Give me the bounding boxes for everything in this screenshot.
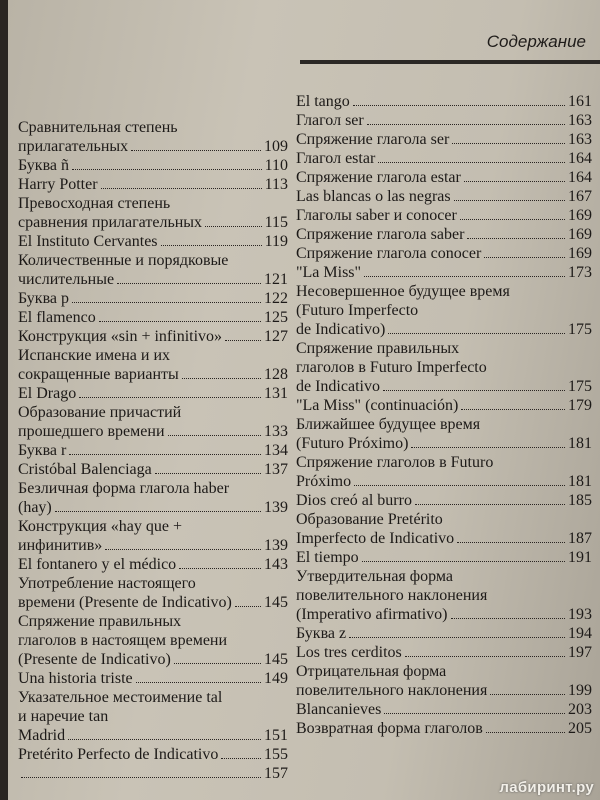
toc-entry (296, 244, 592, 263)
toc-entry-title: сравнения прилагательных (18, 214, 203, 231)
toc-entry-title: Возвратная форма глаголов (296, 720, 483, 737)
toc-entry-title: Буква z (296, 625, 347, 642)
dot-leader (367, 124, 565, 125)
dot-leader (490, 694, 565, 695)
toc-entry-line: Указательное местоимение tal (18, 689, 223, 706)
dot-leader (205, 226, 262, 227)
toc-entry-last-line (296, 187, 592, 206)
toc-entry-line: Количественные и порядковые (18, 252, 229, 269)
toc-entry-last-line (18, 669, 288, 688)
dot-leader (388, 333, 565, 334)
toc-entry-last-line (18, 365, 288, 384)
toc-entry-line: Спряжение глаголов в Futuro (296, 454, 494, 471)
dot-leader (411, 447, 565, 448)
page-number: 121 (264, 271, 288, 288)
toc-entry-line: (Futuro Imperfecto (296, 302, 419, 319)
dot-leader (354, 485, 565, 486)
toc-entry-last-line (296, 643, 592, 662)
page-number: 185 (568, 492, 592, 509)
dot-leader (79, 397, 261, 398)
page-number: 115 (264, 214, 288, 231)
page-number: 139 (264, 499, 288, 516)
toc-entry (18, 194, 288, 232)
page-number: 197 (568, 644, 592, 661)
toc-entry (18, 327, 288, 346)
dot-leader (464, 181, 565, 182)
toc-entry-last-line (296, 168, 592, 187)
toc-entry-last-line (18, 441, 288, 460)
dot-leader (221, 758, 261, 759)
page-number: 173 (568, 264, 592, 281)
dot-leader (182, 378, 261, 379)
toc-entry-last-line (296, 624, 592, 643)
toc-left-column (18, 118, 288, 783)
toc-entry-last-line (296, 681, 592, 700)
page-number: 134 (264, 442, 288, 459)
page-number: 149 (264, 670, 288, 687)
toc-entry-title: сокращенные варианты (18, 366, 179, 383)
page-number: 163 (568, 112, 592, 129)
toc-entry-title: (Imperativo afirmativo) (296, 606, 448, 623)
dot-leader (364, 276, 565, 277)
page-number: 193 (568, 606, 592, 623)
toc-entry-last-line (18, 156, 288, 175)
toc-entry-title: Pretérito Perfecto de Indicativo (18, 746, 219, 763)
dot-leader (384, 713, 565, 714)
header-title: Содержание (486, 32, 586, 51)
toc-entry-line: глаголов в Futuro Imperfecto (296, 359, 487, 376)
dot-leader (451, 618, 566, 619)
toc-entry (296, 396, 592, 415)
toc-entry (296, 149, 592, 168)
toc-entry-title: Буква p (18, 290, 70, 307)
toc-entry-last-line (18, 327, 288, 346)
toc-entry-line: Образование Pretérito (296, 511, 443, 528)
toc-entry-title: Las blancas o las negras (296, 188, 451, 205)
page-number: 167 (568, 188, 592, 205)
dot-leader (69, 454, 261, 455)
toc-entry-last-line (296, 529, 592, 548)
page-number: 157 (264, 765, 288, 782)
toc-entry-last-line (18, 498, 288, 517)
page-number: 109 (264, 138, 288, 155)
page-number: 199 (568, 682, 592, 699)
toc-entry (296, 662, 592, 700)
page-number: 169 (568, 245, 592, 262)
toc-entry-title: и наречие tan (18, 708, 109, 725)
toc-entry-title: El flamenco (18, 309, 96, 326)
toc-entry-last-line (18, 137, 288, 156)
toc-entry-title: El tiempo (296, 549, 359, 566)
toc-entry-title: El Drago (18, 385, 77, 402)
page-number: 133 (264, 423, 288, 440)
toc-entry (18, 688, 288, 726)
toc-entry (296, 510, 592, 548)
page-number: 113 (264, 176, 288, 193)
page-number: 137 (264, 461, 288, 478)
dot-leader (68, 739, 261, 740)
toc-entry (18, 764, 288, 783)
toc-entry (296, 719, 592, 738)
toc-entry-last-line (296, 320, 592, 339)
dot-leader (161, 245, 262, 246)
dot-leader (99, 321, 261, 322)
dot-leader (415, 504, 565, 505)
toc-entry-title: Cristóbal Balenciaga (18, 461, 152, 478)
page-number: 127 (264, 328, 288, 345)
toc-entry-title: прилагательных (18, 138, 129, 155)
toc-entry-title: (Futuro Próximo) (296, 435, 409, 452)
toc-entry-title: Imperfecto de Indicativo (296, 530, 455, 547)
dot-leader (168, 435, 261, 436)
toc-entry-title: Blancanieves (296, 701, 382, 718)
toc-entry (18, 745, 288, 764)
toc-entry-title: El tango (296, 93, 350, 110)
toc-entry-title: (Presente de Indicativo) (18, 651, 171, 668)
page-number: 151 (264, 727, 288, 744)
toc-entry-last-line (296, 149, 592, 168)
toc-entry-title: Глаголы saber и conocer (296, 207, 457, 224)
dot-leader (101, 188, 262, 189)
toc-entry-line: повелительного наклонения (296, 587, 488, 604)
toc-entry-line: Превосходная степень (18, 195, 171, 212)
toc-entry (296, 111, 592, 130)
toc-entry-title: de Indicativo) (296, 321, 386, 338)
dot-leader (21, 777, 261, 778)
toc-entry-line: Употребление настоящего (18, 575, 196, 592)
toc-entry (296, 567, 592, 624)
toc-entry-last-line (296, 605, 592, 624)
page-number: 187 (568, 530, 592, 547)
page-number: 128 (264, 366, 288, 383)
toc-entry-last-line (296, 491, 592, 510)
toc-entry-line: Испанские имена и их (18, 347, 170, 364)
page-number: 122 (264, 290, 288, 307)
dot-leader (461, 409, 565, 410)
toc-entry (18, 517, 288, 555)
toc-entry-title: повелительного наклонения (296, 682, 488, 699)
dot-leader (454, 200, 565, 201)
dot-leader (225, 340, 261, 341)
dot-leader (179, 568, 261, 569)
toc-entry (18, 118, 288, 156)
toc-entry-title: Буква r (18, 442, 67, 459)
toc-entry-last-line (18, 536, 288, 555)
toc-entry (296, 92, 592, 111)
toc-entry (18, 669, 288, 688)
dot-leader (457, 542, 565, 543)
watermark-logo: лабиринт.ру (499, 779, 594, 796)
page-number: 143 (264, 556, 288, 573)
toc-entry-last-line (18, 175, 288, 194)
toc-entry-last-line (18, 232, 288, 251)
toc-entry-title: Los tres cerditos (296, 644, 402, 661)
dot-leader (72, 302, 261, 303)
toc-entry (18, 479, 288, 517)
toc-entry (296, 624, 592, 643)
page-number: 164 (568, 150, 592, 167)
toc-entry (296, 130, 592, 149)
toc-entry-line: глаголов в настоящем времени (18, 632, 228, 649)
toc-entry-line: Несовершенное будущее время (296, 283, 510, 300)
toc-entry (296, 548, 592, 567)
page-number: 145 (264, 651, 288, 668)
page-number: 163 (568, 131, 592, 148)
toc-entry (18, 346, 288, 384)
page-number: 179 (568, 397, 592, 414)
toc-entry-title: прошедшего времени (18, 423, 165, 440)
toc-entry-last-line (296, 377, 592, 396)
toc-entry-line: Безличная форма глагола haber (18, 480, 230, 497)
toc-entry-title: de Indicativo (296, 378, 380, 395)
toc-entry (18, 175, 288, 194)
toc-entry (18, 460, 288, 479)
toc-entry-line: Образование причастий (18, 404, 182, 421)
toc-entry-title: Harry Potter (18, 176, 98, 193)
toc-entry-title: Глагол estar (296, 150, 376, 167)
book-page (8, 0, 600, 800)
toc-entry (18, 726, 288, 745)
toc-entry-last-line (18, 745, 288, 764)
toc-entry (296, 700, 592, 719)
page-number: 181 (568, 435, 592, 452)
toc-entry (18, 384, 288, 403)
toc-entry-title: Próximo (296, 473, 352, 490)
page-number: 194 (568, 625, 592, 642)
dot-leader (362, 561, 565, 562)
page-number: 175 (568, 378, 592, 395)
dot-leader (155, 473, 261, 474)
toc-entry-last-line (296, 263, 592, 282)
toc-entry (296, 491, 592, 510)
toc-entry-last-line (18, 422, 288, 441)
page-number: 203 (568, 701, 592, 718)
toc-entry-last-line (296, 206, 592, 225)
dot-leader (353, 105, 565, 106)
toc-entry (296, 263, 592, 282)
page-number: 175 (568, 321, 592, 338)
toc-entry (18, 308, 288, 327)
toc-entry (296, 168, 592, 187)
page-number: 131 (264, 385, 288, 402)
toc-entry-line: Спряжение правильных (18, 613, 182, 630)
toc-entry-title: "La Miss" (continuación) (296, 397, 459, 414)
toc-entry-last-line (18, 555, 288, 574)
toc-entry-title: Спряжение глагола ser (296, 131, 450, 148)
toc-entry (18, 232, 288, 251)
page-number: 181 (568, 473, 592, 490)
toc-entry-title: инфинитив» (18, 537, 103, 554)
toc-entry-last-line (296, 719, 592, 738)
toc-entry (296, 225, 592, 244)
toc-entry-last-line (18, 308, 288, 327)
dot-leader (349, 637, 565, 638)
page-number: 161 (568, 93, 592, 110)
toc-entry-title: El fontanero y el médico (18, 556, 177, 573)
dot-leader (467, 238, 565, 239)
toc-entry-title: El Instituto Cervantes (18, 233, 158, 250)
toc-entry-line: Отрицательная форма (296, 663, 447, 680)
page-number: 145 (264, 594, 288, 611)
toc-entry-last-line (296, 700, 592, 719)
toc-entry (296, 187, 592, 206)
dot-leader (383, 390, 565, 391)
toc-entry-last-line (296, 434, 592, 453)
dot-leader (484, 257, 565, 258)
toc-entry (18, 574, 288, 612)
toc-entry-last-line (296, 472, 592, 491)
toc-entry-last-line (18, 460, 288, 479)
dot-leader (131, 150, 261, 151)
page-number: 125 (264, 309, 288, 326)
page-number: 119 (264, 233, 288, 250)
toc-entry-title: Глагол ser (296, 112, 364, 129)
toc-entry-last-line (296, 396, 592, 415)
toc-entry-last-line (296, 548, 592, 567)
toc-entry-title: Madrid (18, 727, 66, 744)
toc-entry-line: Сравнительная степень (18, 119, 178, 136)
page-number: 205 (568, 720, 592, 737)
dot-leader (105, 549, 261, 550)
toc-entry-last-line (296, 225, 592, 244)
toc-entry (296, 415, 592, 453)
toc-entry-last-line (18, 593, 288, 612)
toc-entry (18, 403, 288, 441)
toc-entry (18, 289, 288, 308)
toc-entry (18, 612, 288, 669)
toc-entry-last-line (296, 111, 592, 130)
toc-entry (296, 453, 592, 491)
toc-entry-last-line (18, 270, 288, 289)
page-number: 164 (568, 169, 592, 186)
toc-entry-last-line (18, 764, 288, 783)
toc-entry (18, 441, 288, 460)
toc-entry-title: Una historia triste (18, 670, 133, 687)
toc-entry (296, 339, 592, 396)
toc-entry-last-line (18, 726, 288, 745)
toc-entry-line: Ближайшее будущее время (296, 416, 481, 433)
toc-entry-title: Спряжение глагола conocer (296, 245, 482, 262)
toc-entry-title: (hay) (18, 499, 52, 516)
dot-leader (460, 219, 565, 220)
toc-entry (18, 251, 288, 289)
toc-entry (296, 643, 592, 662)
toc-entry-last-line (296, 130, 592, 149)
toc-entry-title: "La Miss" (296, 264, 362, 281)
dot-leader (55, 511, 261, 512)
toc-entry-last-line (18, 707, 288, 726)
toc-entry (18, 156, 288, 175)
toc-entry-title: Спряжение глагола saber (296, 226, 465, 243)
toc-entry-last-line (18, 213, 288, 232)
page-number: 139 (264, 537, 288, 554)
toc-entry-last-line (18, 289, 288, 308)
toc-entry-title: Спряжение глагола estar (296, 169, 461, 186)
toc-entry-title: числительные (18, 271, 115, 288)
toc-entry-title: времени (Presente de Indicativo) (18, 594, 232, 611)
toc-entry-last-line (18, 650, 288, 669)
toc-entry-line: Спряжение правильных (296, 340, 460, 357)
toc-entry-title: Буква ñ (18, 157, 70, 174)
dot-leader (117, 283, 261, 284)
dot-leader (378, 162, 565, 163)
page-header (300, 24, 600, 64)
toc-entry-line: Конструкция «hay que + (18, 518, 182, 535)
toc-entry-title: Dios creó al burro (296, 492, 412, 509)
toc-entry-title: Конструкция «sin + infinitivo» (18, 328, 223, 345)
toc-right-column (296, 92, 592, 738)
dot-leader (405, 656, 565, 657)
toc-entry-line: Утвердительная форма (296, 568, 454, 585)
page-number: 169 (568, 226, 592, 243)
dot-leader (235, 606, 261, 607)
page-number: 110 (264, 157, 288, 174)
dot-leader (486, 732, 565, 733)
dot-leader (452, 143, 565, 144)
toc-entry (296, 282, 592, 339)
toc-entry-last-line (296, 92, 592, 111)
page-number: 169 (568, 207, 592, 224)
dot-leader (136, 682, 261, 683)
dot-leader (174, 663, 261, 664)
page-number: 155 (264, 746, 288, 763)
dot-leader (72, 169, 262, 170)
page-number: 191 (568, 549, 592, 566)
toc-entry (18, 555, 288, 574)
toc-entry-last-line (296, 244, 592, 263)
toc-entry (296, 206, 592, 225)
toc-entry-last-line (18, 384, 288, 403)
